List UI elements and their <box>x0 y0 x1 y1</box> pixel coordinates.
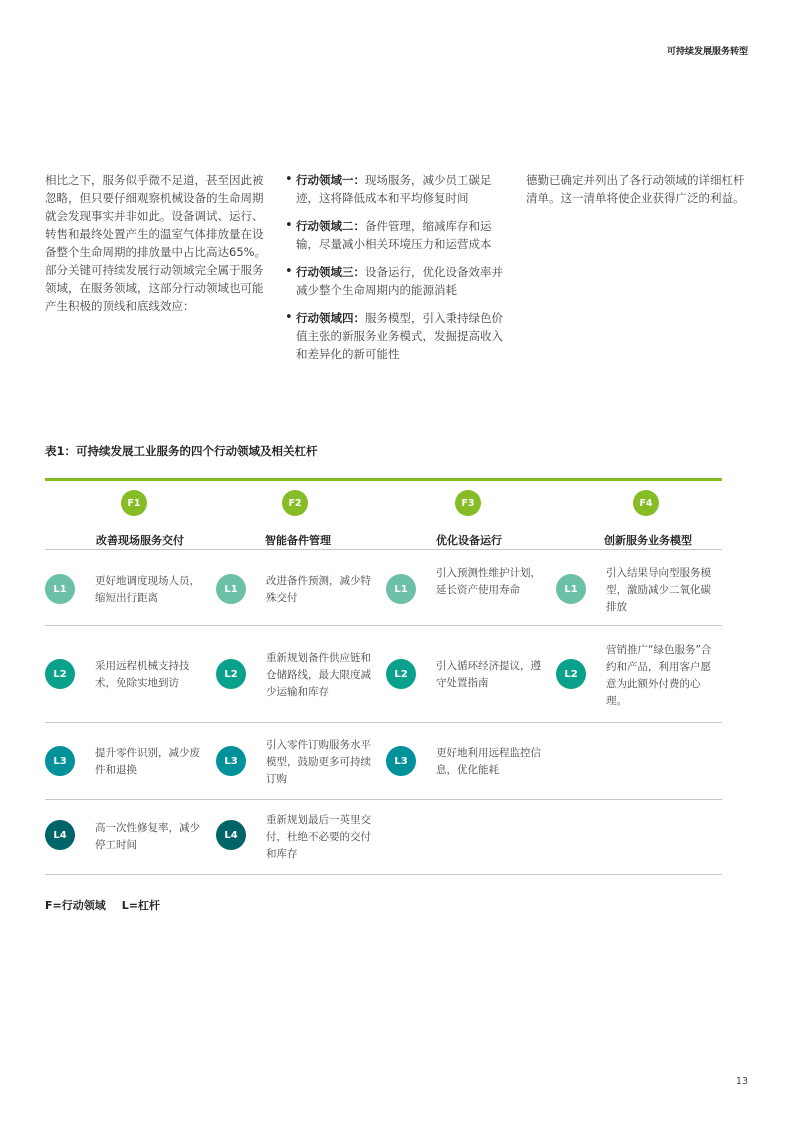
bullet-dot-icon: • <box>285 310 293 325</box>
lever-text: 引入预测性维护计划，延长资产使用寿命 <box>436 567 541 596</box>
table-top-rule <box>45 478 722 481</box>
lever-badge-l1: L1 <box>216 574 246 604</box>
running-header: 可持续发展服务转型 <box>666 47 748 57</box>
field-badge-f2: F2 <box>282 490 308 516</box>
lever-badge-l3: L3 <box>45 746 75 776</box>
lever-text: 引入结果导向型服务模型，激励减少二氧化碳排放 <box>606 567 711 613</box>
lever-text: 高一次性修复率，减少停工时间 <box>95 822 200 851</box>
lever-text: 重新规划最后一英里交付，杜绝不必要的交付和库存 <box>266 814 371 860</box>
field-badge-f1: F1 <box>121 490 147 516</box>
lever-badge-l1: L1 <box>386 574 416 604</box>
table-row-divider <box>45 549 722 550</box>
lever-text: 更好地利用远程监控信息，优化能耗 <box>436 747 541 776</box>
table-row-divider <box>45 625 722 626</box>
table-legend <box>45 897 160 913</box>
bullet-item: • 行动领域三：设备运行，优化设备效率并减少整个生命周期内的能源消耗 <box>285 264 503 297</box>
page-number: 13 <box>735 1076 748 1087</box>
legend-field: F=行动领域 <box>45 899 106 912</box>
action-area-list <box>285 171 507 373</box>
field-title-f1: 改善现场服务交付 <box>96 534 184 547</box>
table-title: 表1：可持续发展工业服务的四个行动领域及相关杠杆 <box>45 444 318 458</box>
lever-text: 改进备件预测，减少特殊交付 <box>266 575 371 604</box>
lever-badge-l2: L2 <box>556 659 586 689</box>
field-badge-f3: F3 <box>455 490 481 516</box>
lever-badge-l4: L4 <box>216 820 246 850</box>
lever-badge-l3: L3 <box>386 746 416 776</box>
bullet-dot-icon: • <box>285 218 293 233</box>
bullet-dot-icon: • <box>285 264 293 279</box>
intro-paragraph: 相比之下，服务似乎微不足道，甚至因此被忽略，但只要仔细观察机械设备的生命周期就会发现事实并非如此。设备调试、运行、转售和最终处置产生的温室气体排放量在设备整个生命周期的排放量中占比高达65%。部分关键可持续发展行动领域完全属于服务领域，在服务领域，这部分行动领域也可能产生积极的顶线和底线效应： <box>45 173 267 313</box>
field-title-f3: 优化设备运行 <box>436 534 502 547</box>
bullet-item: • 行动领域四：服务模型，引入秉持绿色价值主张的新服务业务模式，发掘提高收入和差异化的新可能性 <box>285 310 503 361</box>
table-row-divider <box>45 874 722 875</box>
lever-badge-l2: L2 <box>386 659 416 689</box>
lever-text: 营销推广“绿色服务”合约和产品，利用客户愿意为此额外付费的心理。 <box>606 644 712 707</box>
lever-badge-l1: L1 <box>45 574 75 604</box>
table-row-divider <box>45 799 722 800</box>
lever-text: 引入循环经济提议，遵守处置指南 <box>436 660 541 689</box>
field-title-f2: 智能备件管理 <box>265 534 331 547</box>
lever-text: 重新规划备件供应链和仓储路线，最大限度减少运输和库存 <box>266 652 371 698</box>
bullet-item: • 行动领域一：现场服务，减少员工碳足迹，这将降低成本和平均修复时间 <box>285 172 492 205</box>
field-title-f4: 创新服务业务模型 <box>604 534 692 547</box>
lever-badge-l2: L2 <box>45 659 75 689</box>
lever-text: 提升零件识别，减少废件和退换 <box>95 747 200 776</box>
field-badge-f4: F4 <box>633 490 659 516</box>
lever-text: 引入零件订购服务水平模型，鼓励更多可持续订购 <box>266 739 371 785</box>
conclusion-paragraph: 德勤已确定并列出了各行动领域的详细杠杆清单。这一清单将使企业获得广泛的利益。 <box>526 173 745 205</box>
table-row-divider <box>45 722 722 723</box>
legend-lever: L=杠杆 <box>121 899 160 912</box>
lever-text: 采用远程机械支持技术，免除实地到访 <box>95 660 190 689</box>
lever-badge-l1: L1 <box>556 574 586 604</box>
bullet-dot-icon: • <box>285 172 293 187</box>
lever-badge-l3: L3 <box>216 746 246 776</box>
lever-badge-l4: L4 <box>45 820 75 850</box>
bullet-item: • 行动领域二：备件管理，缩减库存和运输，尽量减小相关环境压力和运营成本 <box>285 218 492 251</box>
lever-badge-l2: L2 <box>216 659 246 689</box>
lever-text: 更好地调度现场人员，缩短出行距离 <box>95 575 200 604</box>
